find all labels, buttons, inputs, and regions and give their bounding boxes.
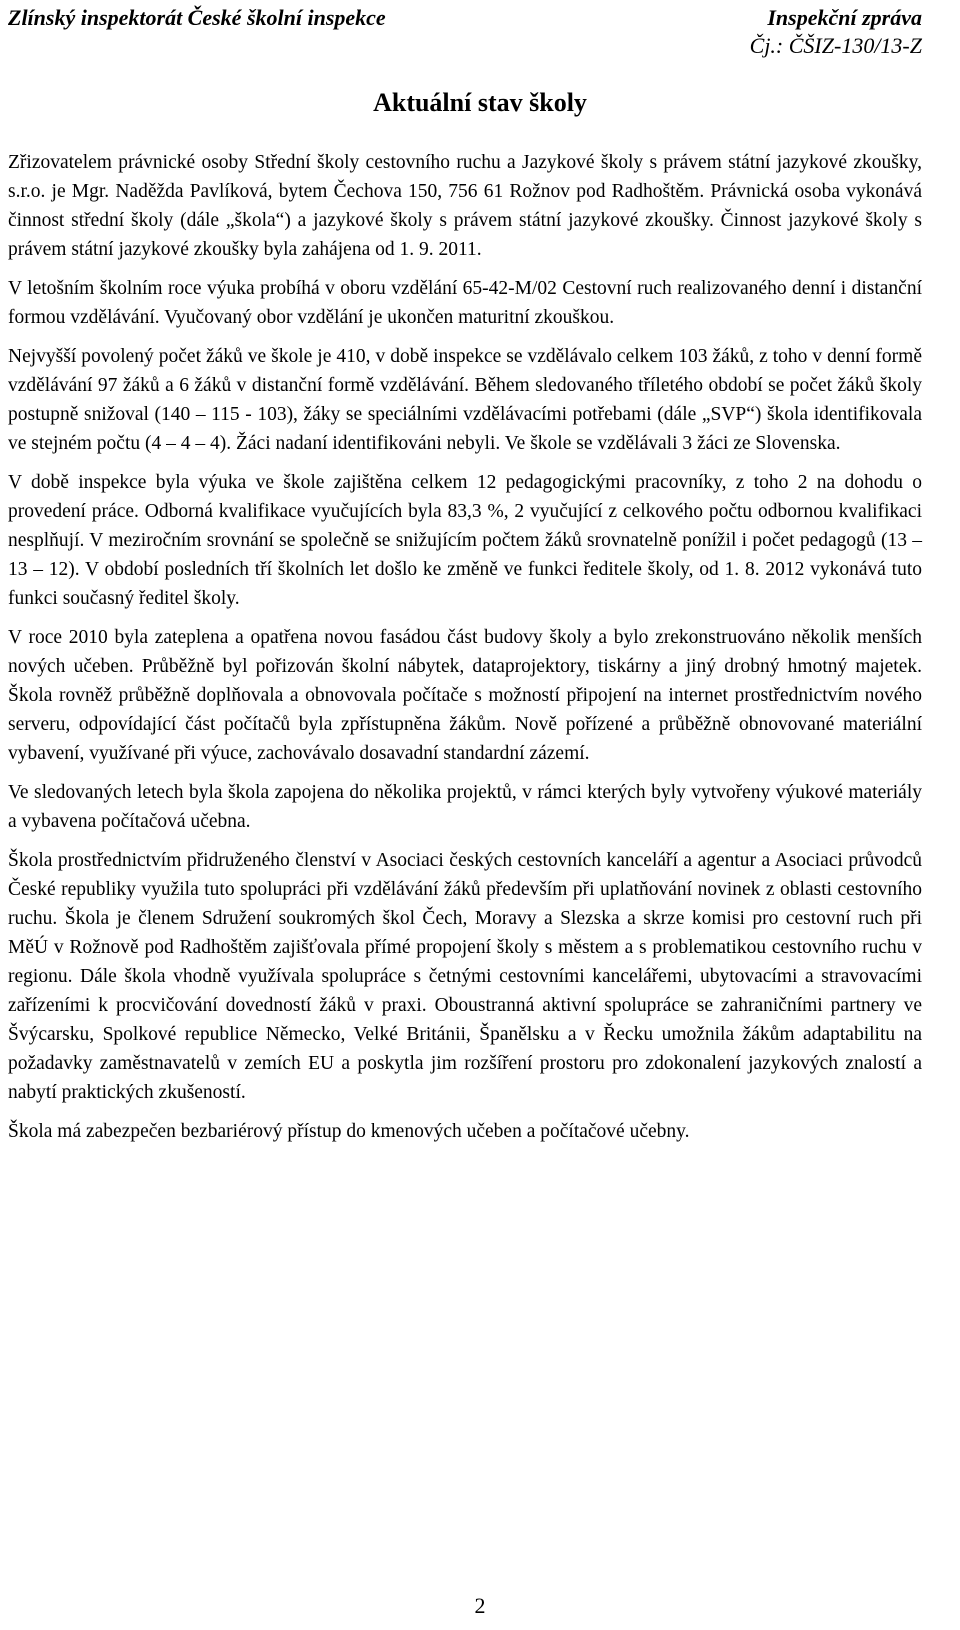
header-report-title: Inspekční zpráva — [767, 5, 922, 30]
page-title: Aktuální stav školy — [373, 88, 587, 117]
paragraph-teaching-staff: V době inspekce byla výuka ve škole zajištěna celkem 12 pedagogickými pracovníky, z toho 2 na dohodu o provedení práce. Odborná kvalifikace vyučujících byla 83,3 %, 2 vyučující z celkového počtu odbornou kvalifikaci nesplňují. V meziročním srovnání se společně se snižujícím počtem žáků srovnatelně ponížil i počet pedagogů (13 – 13 – 12). V období posledních tří školních let došlo ke změně ve funkci ředitele školy, od 1. 8. 2012 vykonává tuto funkci současný ředitel školy. — [8, 472, 922, 609]
paragraph-pupil-counts: Nejvyšší povolený počet žáků ve škole je 410, v době inspekce se vzdělávalo celkem 103 žáků, z toho v denní formě vzdělávání 97 žáků a 6 žáků v distanční formě vzdělávání. Během sledovaného tříletého období se počet žáků školy postupně snižoval (140 – 115 - 103), žáky se speciálními vzdělávacími potřebami (dále „SVP“) škola identifikovala ve stejném počtu (4 – 4 – 4). Žáci nadaní identifikováni nebyli. Ve škole se vzdělávali 3 žáci ze Slovenska. — [8, 346, 922, 454]
paragraph-study-field: V letošním školním roce výuka probíhá v oboru vzdělání 65-42-M/02 Cestovní ruch realizovaného denní i distanční formou vzdělávání. Vyučovaný obor vzdělání je ukončen maturitní zkouškou. — [8, 278, 922, 328]
header-report-info — [750, 4, 922, 60]
document-body — [8, 148, 922, 1156]
paragraph-founder: Zřizovatelem právnické osoby Střední školy cestovního ruchu a Jazykové školy s právem státní jazykové zkoušky, s.r.o. je Mgr. Naděžda Pavlíková, bytem Čechova 150, 756 61 Rožnov pod Radhoštěm. Právnická osoba vykonává činnost střední školy (dále „škola“) a jazykové školy s právem státní jazykové zkoušky. Činnost jazykové školy s právem státní jazykové zkoušky byla zahájena od 1. 9. 2011. — [8, 152, 922, 260]
paragraph-partnerships: Škola prostřednictvím přidruženého členství v Asociaci českých cestovních kanceláří a agentur a Asociaci průvodců České republiky využila tuto spolupráci při vzdělávání žáků především při uplatňování novinek z oblasti cestovního ruchu. Škola je členem Sdružení soukromých škol Čech, Moravy a Slezska a skrze komisi pro cestovní ruch při MěÚ v Rožnově pod Radhoštěm zajišťovala přímé propojení školy s městem a s problematikou cestovního ruchu v regionu. Dále škola vhodně využívala spolupráce s četnými cestovními kancelářemi, ubytovacími a stravovacími zařízeními k procvičování dovedností žáků v praxi. Oboustranná aktivní spolupráce se zahraničními partnery ve Švýcarsku, Spolkové republice Německo, Velké Británii, Španělsku a v Řecku umožnila žákům adaptabilitu na požadavky zaměstnavatelů v zemích EU a poskytla jim rozšíření prostoru pro zdokonalení jazykových znalostí a nabytí praktických zkušeností. — [8, 850, 922, 1103]
page-header — [8, 4, 922, 64]
header-institution: Zlínský inspektorát České školní inspekce — [8, 5, 386, 30]
paragraph-accessibility: Škola má zabezpečen bezbariérový přístup do kmenových učeben a počítačové učebny. — [8, 1121, 690, 1142]
paragraph-projects: Ve sledovaných letech byla škola zapojena do několika projektů, v rámci kterých byly vytvořeny výukové materiály a vybavena počítačová učebna. — [8, 782, 922, 832]
paragraph-equipment: V roce 2010 byla zateplena a opatřena novou fasádou část budovy školy a bylo zrekonstruováno několik menších nových učeben. Průběžně byl pořizován školní nábytek, dataprojektory, tiskárny a jiný drobný hmotný majetek. Škola rovněž průběžně doplňovala a obnovovala počítače s možností připojení na internet prostřednictvím nového serveru, odpovídající část počítačů byla zpřístupněna žákům. Nově pořízené a průběžně obnovované materiální vybavení, využívané při výuce, zachovávalo dosavadní standardní zázemí. — [8, 627, 922, 764]
header-reference-number: Čj.: ČŠIZ-130/13-Z — [749, 33, 922, 58]
page-number: 2 — [474, 1593, 486, 1618]
